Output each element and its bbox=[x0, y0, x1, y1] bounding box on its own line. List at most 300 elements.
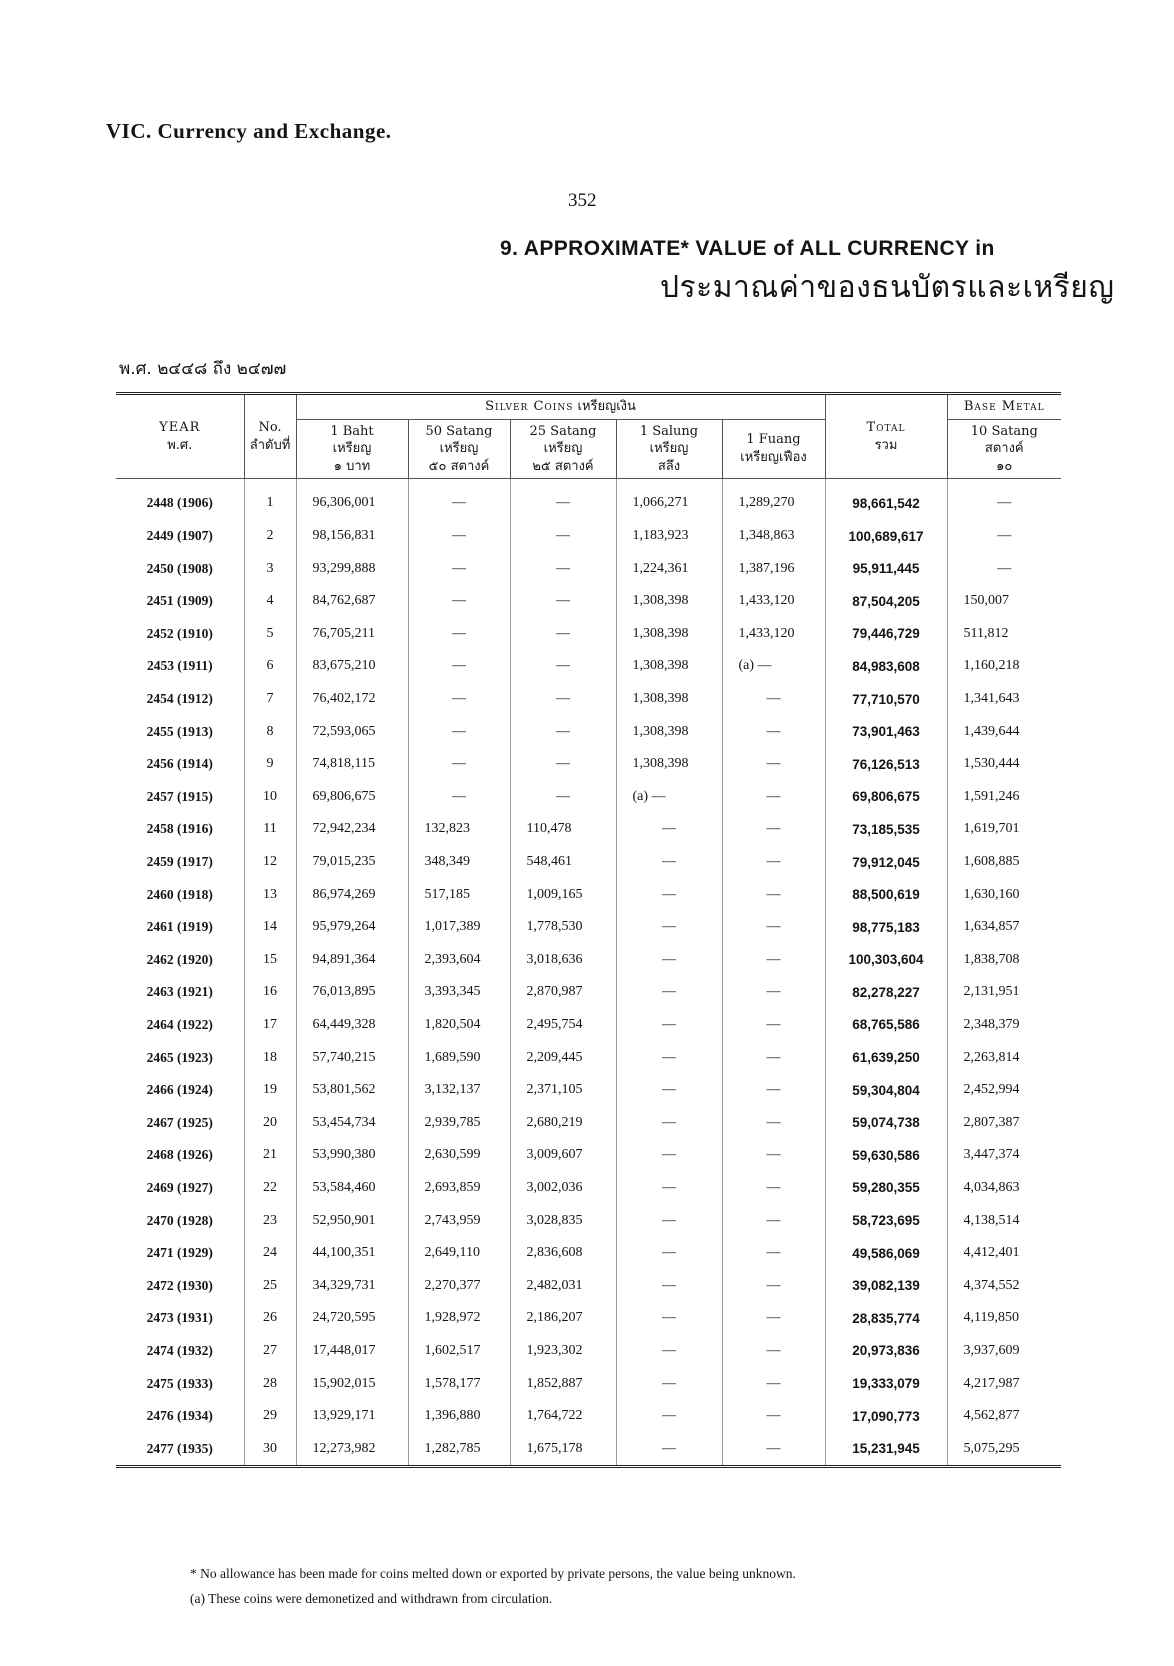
cell-1-salung: — bbox=[616, 1074, 722, 1107]
cell-25-satang: — bbox=[510, 520, 616, 553]
cell-1-salung: — bbox=[616, 1237, 722, 1270]
cell-1-fuang: 1,387,196 bbox=[722, 552, 825, 585]
header-10-satang: 10 Satang สตางค์ ๑๐ bbox=[947, 419, 1061, 479]
cell-1-fuang: — bbox=[722, 1106, 825, 1139]
table-row bbox=[116, 1237, 1061, 1270]
cell-1-baht: 53,990,380 bbox=[296, 1139, 408, 1172]
cell-10-satang: 1,439,644 bbox=[947, 715, 1061, 748]
cell-25-satang: 1,764,722 bbox=[510, 1400, 616, 1433]
cell-1-salung: 1,224,361 bbox=[616, 552, 722, 585]
cell-1-baht: 74,818,115 bbox=[296, 748, 408, 781]
cell-total: 98,661,542 bbox=[825, 479, 947, 520]
header-no: No. ลำดับที่ bbox=[244, 395, 296, 479]
cell-10-satang: 1,608,885 bbox=[947, 846, 1061, 879]
cell-total: 28,835,774 bbox=[825, 1302, 947, 1335]
cell-no: 17 bbox=[244, 1009, 296, 1042]
cell-year: 2465 (1923) bbox=[146, 1049, 213, 1065]
cell-1-salung: 1,308,398 bbox=[616, 618, 722, 651]
cell-50-satang: 2,939,785 bbox=[408, 1106, 510, 1139]
cell-1-baht: 69,806,675 bbox=[296, 781, 408, 814]
cell-year: 2461 (1919) bbox=[146, 919, 213, 935]
cell-total: 19,333,079 bbox=[825, 1367, 947, 1400]
cell-10-satang: 4,034,863 bbox=[947, 1172, 1061, 1205]
table-row bbox=[116, 1432, 1061, 1465]
cell-total: 20,973,836 bbox=[825, 1335, 947, 1368]
cell-year: 2448 (1906) bbox=[146, 495, 213, 511]
cell-25-satang: 2,371,105 bbox=[510, 1074, 616, 1107]
cell-total: 49,586,069 bbox=[825, 1237, 947, 1270]
cell-10-satang: 2,348,379 bbox=[947, 1009, 1061, 1042]
cell-1-baht: 52,950,901 bbox=[296, 1204, 408, 1237]
table-row bbox=[116, 1302, 1061, 1335]
table-row bbox=[116, 683, 1061, 716]
cell-10-satang: 4,374,552 bbox=[947, 1269, 1061, 1302]
cell-1-fuang: 1,433,120 bbox=[722, 618, 825, 651]
cell-25-satang: — bbox=[510, 479, 616, 520]
cell-1-baht: 53,454,734 bbox=[296, 1106, 408, 1139]
cell-1-fuang: — bbox=[722, 1172, 825, 1205]
cell-1-fuang: 1,433,120 bbox=[722, 585, 825, 618]
cell-1-fuang: — bbox=[722, 1269, 825, 1302]
cell-1-fuang: — bbox=[722, 748, 825, 781]
cell-50-satang: — bbox=[408, 479, 510, 520]
cell-1-baht: 13,929,171 bbox=[296, 1400, 408, 1433]
cell-1-fuang: — bbox=[722, 911, 825, 944]
cell-10-satang: 1,591,246 bbox=[947, 781, 1061, 814]
table-row bbox=[116, 520, 1061, 553]
cell-no: 4 bbox=[244, 585, 296, 618]
cell-25-satang: 2,870,987 bbox=[510, 976, 616, 1009]
cell-total: 59,074,738 bbox=[825, 1106, 947, 1139]
table-row bbox=[116, 650, 1061, 683]
cell-year: 2466 (1924) bbox=[146, 1082, 213, 1098]
cell-50-satang: — bbox=[408, 585, 510, 618]
table-row bbox=[116, 715, 1061, 748]
cell-50-satang: — bbox=[408, 552, 510, 585]
cell-total: 39,082,139 bbox=[825, 1269, 947, 1302]
table-body bbox=[116, 479, 1061, 1465]
cell-1-baht: 94,891,364 bbox=[296, 944, 408, 977]
cell-1-fuang: — bbox=[722, 878, 825, 911]
cell-25-satang: 2,482,031 bbox=[510, 1269, 616, 1302]
cell-year: 2470 (1928) bbox=[146, 1212, 213, 1228]
page-number: 352 bbox=[568, 190, 597, 211]
cell-10-satang: 5,075,295 bbox=[947, 1432, 1061, 1465]
cell-1-fuang: — bbox=[722, 1074, 825, 1107]
cell-50-satang: 3,132,137 bbox=[408, 1074, 510, 1107]
cell-25-satang: 1,852,887 bbox=[510, 1367, 616, 1400]
cell-1-fuang: — bbox=[722, 944, 825, 977]
cell-1-baht: 98,156,831 bbox=[296, 520, 408, 553]
cell-50-satang: 517,185 bbox=[408, 878, 510, 911]
cell-year: 2474 (1932) bbox=[146, 1342, 213, 1358]
cell-1-baht: 84,762,687 bbox=[296, 585, 408, 618]
cell-10-satang: 4,412,401 bbox=[947, 1237, 1061, 1270]
cell-1-salung: — bbox=[616, 1335, 722, 1368]
cell-50-satang: — bbox=[408, 715, 510, 748]
cell-year: 2452 (1910) bbox=[146, 625, 213, 641]
cell-1-baht: 64,449,328 bbox=[296, 1009, 408, 1042]
table-row bbox=[116, 944, 1061, 977]
cell-year: 2462 (1920) bbox=[146, 951, 213, 967]
cell-year: 2475 (1933) bbox=[146, 1375, 213, 1391]
cell-10-satang: 150,007 bbox=[947, 585, 1061, 618]
cell-total: 58,723,695 bbox=[825, 1204, 947, 1237]
cell-50-satang: 2,270,377 bbox=[408, 1269, 510, 1302]
table-row bbox=[116, 1335, 1061, 1368]
cell-25-satang: — bbox=[510, 748, 616, 781]
cell-total: 77,710,570 bbox=[825, 683, 947, 716]
cell-no: 25 bbox=[244, 1269, 296, 1302]
cell-1-salung: — bbox=[616, 1432, 722, 1465]
cell-10-satang: 4,562,877 bbox=[947, 1400, 1061, 1433]
cell-50-satang: 2,393,604 bbox=[408, 944, 510, 977]
cell-50-satang: — bbox=[408, 650, 510, 683]
cell-1-baht: 93,299,888 bbox=[296, 552, 408, 585]
cell-no: 9 bbox=[244, 748, 296, 781]
cell-1-salung: — bbox=[616, 1172, 722, 1205]
cell-1-fuang: — bbox=[722, 1237, 825, 1270]
cell-1-baht: 72,593,065 bbox=[296, 715, 408, 748]
table-row bbox=[116, 1269, 1061, 1302]
cell-50-satang: 1,578,177 bbox=[408, 1367, 510, 1400]
cell-1-fuang: — bbox=[722, 846, 825, 879]
cell-1-baht: 76,013,895 bbox=[296, 976, 408, 1009]
cell-25-satang: 3,028,835 bbox=[510, 1204, 616, 1237]
cell-year: 2449 (1907) bbox=[146, 528, 213, 544]
cell-total: 17,090,773 bbox=[825, 1400, 947, 1433]
cell-50-satang: 1,017,389 bbox=[408, 911, 510, 944]
cell-1-baht: 96,306,001 bbox=[296, 479, 408, 520]
cell-1-baht: 53,801,562 bbox=[296, 1074, 408, 1107]
cell-1-baht: 72,942,234 bbox=[296, 813, 408, 846]
cell-1-fuang: — bbox=[722, 1367, 825, 1400]
cell-total: 73,901,463 bbox=[825, 715, 947, 748]
table-row bbox=[116, 552, 1061, 585]
cell-no: 19 bbox=[244, 1074, 296, 1107]
cell-year: 2463 (1921) bbox=[146, 984, 213, 1000]
table-row bbox=[116, 1172, 1061, 1205]
cell-year: 2458 (1916) bbox=[146, 821, 213, 837]
cell-10-satang: 511,812 bbox=[947, 618, 1061, 651]
cell-1-salung: — bbox=[616, 846, 722, 879]
cell-25-satang: — bbox=[510, 552, 616, 585]
cell-10-satang: 1,341,643 bbox=[947, 683, 1061, 716]
cell-total: 87,504,205 bbox=[825, 585, 947, 618]
cell-1-fuang: — bbox=[722, 813, 825, 846]
cell-year: 2454 (1912) bbox=[146, 691, 213, 707]
cell-25-satang: 1,675,178 bbox=[510, 1432, 616, 1465]
cell-no: 6 bbox=[244, 650, 296, 683]
cell-25-satang: 1,923,302 bbox=[510, 1335, 616, 1368]
cell-50-satang: 2,743,959 bbox=[408, 1204, 510, 1237]
cell-25-satang: 2,209,445 bbox=[510, 1041, 616, 1074]
cell-1-fuang: — bbox=[722, 1335, 825, 1368]
cell-50-satang: — bbox=[408, 618, 510, 651]
cell-1-fuang: — bbox=[722, 1302, 825, 1335]
cell-no: 20 bbox=[244, 1106, 296, 1139]
table-row bbox=[116, 1106, 1061, 1139]
cell-total: 82,278,227 bbox=[825, 976, 947, 1009]
cell-25-satang: 2,186,207 bbox=[510, 1302, 616, 1335]
currency-table-container bbox=[116, 392, 1061, 1468]
cell-1-salung: 1,308,398 bbox=[616, 748, 722, 781]
cell-10-satang: 1,530,444 bbox=[947, 748, 1061, 781]
header-silver-coins: Silver Coins เหรียญเงิน bbox=[296, 395, 825, 419]
cell-1-salung: — bbox=[616, 911, 722, 944]
cell-1-fuang: — bbox=[722, 781, 825, 814]
table-row bbox=[116, 1074, 1061, 1107]
cell-1-baht: 44,100,351 bbox=[296, 1237, 408, 1270]
cell-total: 68,765,586 bbox=[825, 1009, 947, 1042]
cell-10-satang: 3,937,609 bbox=[947, 1335, 1061, 1368]
cell-1-baht: 24,720,595 bbox=[296, 1302, 408, 1335]
table-row bbox=[116, 911, 1061, 944]
cell-1-fuang: — bbox=[722, 1432, 825, 1465]
cell-1-baht: 76,402,172 bbox=[296, 683, 408, 716]
table-row bbox=[116, 618, 1061, 651]
footnotes bbox=[190, 1561, 1050, 1611]
cell-1-fuang: (a) — bbox=[722, 650, 825, 683]
cell-no: 24 bbox=[244, 1237, 296, 1270]
cell-no: 12 bbox=[244, 846, 296, 879]
cell-year: 2453 (1911) bbox=[146, 658, 213, 674]
cell-1-salung: — bbox=[616, 1302, 722, 1335]
cell-1-fuang: — bbox=[722, 683, 825, 716]
cell-1-salung: 1,066,271 bbox=[616, 479, 722, 520]
cell-1-fuang: — bbox=[722, 1009, 825, 1042]
cell-1-salung: — bbox=[616, 976, 722, 1009]
cell-50-satang: 2,649,110 bbox=[408, 1237, 510, 1270]
cell-1-baht: 95,979,264 bbox=[296, 911, 408, 944]
cell-25-satang: — bbox=[510, 781, 616, 814]
cell-1-baht: 15,902,015 bbox=[296, 1367, 408, 1400]
cell-1-fuang: — bbox=[722, 1204, 825, 1237]
cell-1-baht: 76,705,211 bbox=[296, 618, 408, 651]
cell-total: 15,231,945 bbox=[825, 1432, 947, 1465]
cell-25-satang: 2,495,754 bbox=[510, 1009, 616, 1042]
table-header bbox=[116, 395, 1061, 479]
cell-1-baht: 57,740,215 bbox=[296, 1041, 408, 1074]
cell-25-satang: — bbox=[510, 650, 616, 683]
header-1-baht: 1 Baht เหรียญ ๑ บาท bbox=[296, 419, 408, 479]
header-year: YEAR พ.ศ. bbox=[116, 395, 244, 479]
cell-10-satang: 4,119,850 bbox=[947, 1302, 1061, 1335]
cell-50-satang: — bbox=[408, 781, 510, 814]
cell-year: 2451 (1909) bbox=[146, 593, 213, 609]
cell-1-salung: (a) — bbox=[616, 781, 722, 814]
cell-year: 2457 (1915) bbox=[146, 788, 213, 804]
cell-no: 22 bbox=[244, 1172, 296, 1205]
page-title: 9. APPROXIMATE* VALUE of ALL CURRENCY in bbox=[500, 237, 995, 260]
cell-total: 95,911,445 bbox=[825, 552, 947, 585]
cell-year: 2460 (1918) bbox=[146, 886, 213, 902]
cell-1-baht: 83,675,210 bbox=[296, 650, 408, 683]
cell-25-satang: 110,478 bbox=[510, 813, 616, 846]
cell-10-satang: 4,217,987 bbox=[947, 1367, 1061, 1400]
cell-total: 59,304,804 bbox=[825, 1074, 947, 1107]
cell-10-satang: 1,838,708 bbox=[947, 944, 1061, 977]
cell-1-salung: — bbox=[616, 1041, 722, 1074]
cell-1-salung: — bbox=[616, 1009, 722, 1042]
cell-10-satang: 4,138,514 bbox=[947, 1204, 1061, 1237]
table-row bbox=[116, 1009, 1061, 1042]
cell-no: 30 bbox=[244, 1432, 296, 1465]
cell-total: 79,446,729 bbox=[825, 618, 947, 651]
cell-50-satang: 3,393,345 bbox=[408, 976, 510, 1009]
cell-50-satang: 1,928,972 bbox=[408, 1302, 510, 1335]
page-title-thai: ประมาณค่าของธนบัตรและเหรียญ bbox=[660, 270, 1115, 305]
cell-1-fuang: 1,289,270 bbox=[722, 479, 825, 520]
period-label: พ.ศ. ๒๔๔๘ ถึง ๒๔๗๗ bbox=[119, 359, 287, 379]
cell-no: 10 bbox=[244, 781, 296, 814]
cell-total: 59,280,355 bbox=[825, 1172, 947, 1205]
cell-total: 61,639,250 bbox=[825, 1041, 947, 1074]
cell-25-satang: 2,836,608 bbox=[510, 1237, 616, 1270]
cell-10-satang: 2,807,387 bbox=[947, 1106, 1061, 1139]
cell-total: 100,303,604 bbox=[825, 944, 947, 977]
cell-1-fuang: — bbox=[722, 976, 825, 1009]
cell-no: 7 bbox=[244, 683, 296, 716]
cell-1-baht: 17,448,017 bbox=[296, 1335, 408, 1368]
cell-no: 1 bbox=[244, 479, 296, 520]
cell-1-salung: — bbox=[616, 1204, 722, 1237]
table-row bbox=[116, 781, 1061, 814]
table-row bbox=[116, 813, 1061, 846]
cell-no: 8 bbox=[244, 715, 296, 748]
cell-1-baht: 34,329,731 bbox=[296, 1269, 408, 1302]
table-row bbox=[116, 748, 1061, 781]
cell-1-salung: 1,308,398 bbox=[616, 650, 722, 683]
cell-total: 84,983,608 bbox=[825, 650, 947, 683]
cell-1-baht: 86,974,269 bbox=[296, 878, 408, 911]
cell-year: 2455 (1913) bbox=[146, 723, 213, 739]
cell-1-salung: 1,183,923 bbox=[616, 520, 722, 553]
cell-no: 2 bbox=[244, 520, 296, 553]
cell-year: 2471 (1929) bbox=[146, 1245, 213, 1261]
cell-10-satang: — bbox=[947, 479, 1061, 520]
cell-1-fuang: — bbox=[722, 1139, 825, 1172]
cell-10-satang: 2,131,951 bbox=[947, 976, 1061, 1009]
table-row bbox=[116, 1367, 1061, 1400]
cell-1-baht: 79,015,235 bbox=[296, 846, 408, 879]
cell-year: 2459 (1917) bbox=[146, 854, 213, 870]
cell-year: 2472 (1930) bbox=[146, 1277, 213, 1293]
cell-no: 5 bbox=[244, 618, 296, 651]
footnote-star: * No allowance has been made for coins melted down or exported by private persons, the value being unknown. bbox=[190, 1566, 796, 1581]
cell-total: 69,806,675 bbox=[825, 781, 947, 814]
header-50-satang: 50 Satang เหรียญ ๕๐ สตางค์ bbox=[408, 419, 510, 479]
cell-year: 2456 (1914) bbox=[146, 756, 213, 772]
cell-50-satang: 348,349 bbox=[408, 846, 510, 879]
cell-no: 27 bbox=[244, 1335, 296, 1368]
cell-1-salung: 1,308,398 bbox=[616, 715, 722, 748]
header-1-salung: 1 Salung เหรียญ สลึง bbox=[616, 419, 722, 479]
header-1-fuang: 1 Fuang เหรียญเฟือง bbox=[722, 419, 825, 479]
cell-10-satang: 3,447,374 bbox=[947, 1139, 1061, 1172]
cell-25-satang: 1,778,530 bbox=[510, 911, 616, 944]
cell-no: 26 bbox=[244, 1302, 296, 1335]
cell-total: 79,912,045 bbox=[825, 846, 947, 879]
cell-50-satang: 1,602,517 bbox=[408, 1335, 510, 1368]
cell-25-satang: — bbox=[510, 715, 616, 748]
cell-25-satang: 3,009,607 bbox=[510, 1139, 616, 1172]
cell-25-satang: — bbox=[510, 683, 616, 716]
cell-year: 2464 (1922) bbox=[146, 1016, 213, 1032]
cell-year: 2473 (1931) bbox=[146, 1310, 213, 1326]
cell-50-satang: 1,396,880 bbox=[408, 1400, 510, 1433]
cell-1-salung: — bbox=[616, 1400, 722, 1433]
cell-year: 2468 (1926) bbox=[146, 1147, 213, 1163]
cell-1-salung: 1,308,398 bbox=[616, 585, 722, 618]
table-row bbox=[116, 846, 1061, 879]
cell-no: 18 bbox=[244, 1041, 296, 1074]
cell-no: 13 bbox=[244, 878, 296, 911]
cell-1-fuang: — bbox=[722, 715, 825, 748]
section-header: VIC. Currency and Exchange. bbox=[106, 119, 392, 143]
cell-1-salung: — bbox=[616, 878, 722, 911]
cell-50-satang: 1,820,504 bbox=[408, 1009, 510, 1042]
cell-10-satang: 1,619,701 bbox=[947, 813, 1061, 846]
cell-50-satang: 1,282,785 bbox=[408, 1432, 510, 1465]
table-row bbox=[116, 1400, 1061, 1433]
cell-25-satang: 548,461 bbox=[510, 846, 616, 879]
cell-1-salung: — bbox=[616, 1367, 722, 1400]
cell-year: 2450 (1908) bbox=[146, 560, 213, 576]
table-row bbox=[116, 1139, 1061, 1172]
cell-no: 11 bbox=[244, 813, 296, 846]
cell-10-satang: 1,160,218 bbox=[947, 650, 1061, 683]
cell-year: 2467 (1925) bbox=[146, 1114, 213, 1130]
cell-10-satang: 2,452,994 bbox=[947, 1074, 1061, 1107]
cell-25-satang: — bbox=[510, 585, 616, 618]
cell-no: 3 bbox=[244, 552, 296, 585]
cell-50-satang: — bbox=[408, 683, 510, 716]
table-row bbox=[116, 585, 1061, 618]
cell-total: 88,500,619 bbox=[825, 878, 947, 911]
table-row bbox=[116, 976, 1061, 1009]
cell-1-salung: — bbox=[616, 1106, 722, 1139]
cell-50-satang: — bbox=[408, 748, 510, 781]
cell-no: 15 bbox=[244, 944, 296, 977]
cell-50-satang: 2,693,859 bbox=[408, 1172, 510, 1205]
cell-1-salung: — bbox=[616, 1139, 722, 1172]
cell-1-fuang: — bbox=[722, 1041, 825, 1074]
cell-25-satang: 3,002,036 bbox=[510, 1172, 616, 1205]
cell-50-satang: — bbox=[408, 520, 510, 553]
cell-year: 2469 (1927) bbox=[146, 1179, 213, 1195]
cell-no: 23 bbox=[244, 1204, 296, 1237]
cell-10-satang: 2,263,814 bbox=[947, 1041, 1061, 1074]
cell-1-baht: 53,584,460 bbox=[296, 1172, 408, 1205]
cell-total: 76,126,513 bbox=[825, 748, 947, 781]
header-base-metal: Base Metal bbox=[947, 395, 1061, 419]
cell-1-salung: — bbox=[616, 944, 722, 977]
cell-year: 2477 (1935) bbox=[146, 1440, 213, 1456]
cell-1-salung: — bbox=[616, 1269, 722, 1302]
cell-25-satang: 3,018,636 bbox=[510, 944, 616, 977]
cell-total: 100,689,617 bbox=[825, 520, 947, 553]
cell-10-satang: 1,634,857 bbox=[947, 911, 1061, 944]
header-25-satang: 25 Satang เหรียญ ๒๕ สตางค์ bbox=[510, 419, 616, 479]
currency-table bbox=[116, 395, 1061, 1465]
cell-10-satang: — bbox=[947, 552, 1061, 585]
cell-1-fuang: 1,348,863 bbox=[722, 520, 825, 553]
cell-no: 21 bbox=[244, 1139, 296, 1172]
table-row bbox=[116, 1041, 1061, 1074]
cell-total: 73,185,535 bbox=[825, 813, 947, 846]
cell-1-salung: — bbox=[616, 813, 722, 846]
